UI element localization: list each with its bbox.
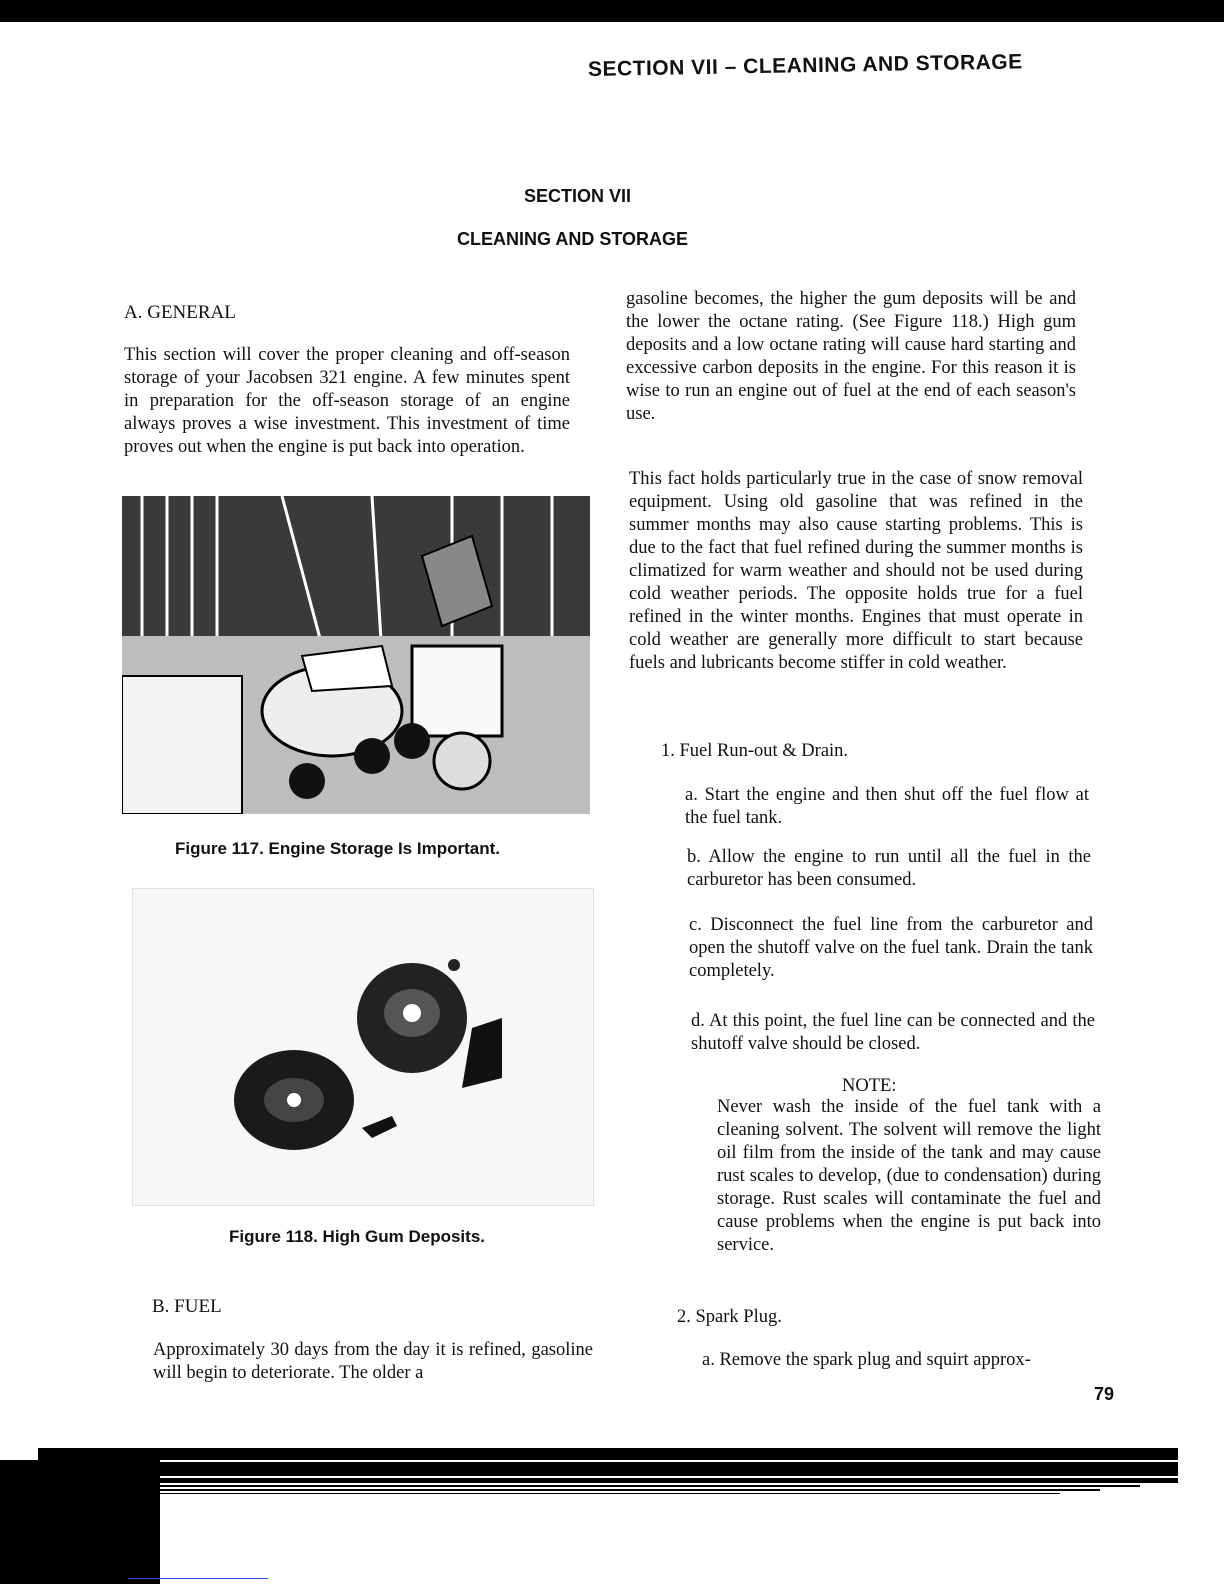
sub-item-1b: b. Allow the engine to run until all the fuel in the carburetor has been consumed. (687, 847, 1091, 890)
sub-item-1a: a. Start the engine and then shut off the fuel flow at the fuel tank. (685, 785, 1089, 828)
section-subtitle: CLEANING AND STORAGE (457, 229, 689, 249)
right-para-2 (629, 468, 1083, 675)
general-heading: A. GENERAL (124, 302, 236, 323)
right-para-1 (626, 288, 1076, 426)
list-item-spark-plug: 2. Spark Plug. (677, 1307, 782, 1327)
page-number: 79 (1094, 1384, 1115, 1404)
list-item-fuel-runout: 1. Fuel Run-out & Drain. (661, 741, 849, 761)
note-title: NOTE: (842, 1076, 897, 1096)
scan-bottom-lines (160, 1462, 1178, 1502)
sub-item-1d: d. At this point, the fuel line can be connected and the shutoff valve should be closed. (691, 1011, 1095, 1054)
fuel-text: Approximately 30 days from the day it is refined, gasoline will begin to deteriorate. The older a (153, 1340, 593, 1383)
scan-artifact-line (128, 1578, 268, 1579)
running-head: SECTION VII – CLEANING AND STORAGE (587, 50, 1023, 81)
section-title: SECTION VII (524, 186, 632, 206)
figure-118-caption: Figure 118. High Gum Deposits. (229, 1227, 485, 1246)
fuel-paragraph (153, 1339, 593, 1385)
scan-bottom-band (38, 1448, 1178, 1460)
right-para-1-text: gasoline becomes, the higher the gum deposits will be and the lower the octane rating. (See Figure 118.) High gum deposits and a low octane rating will cause hard starting and excessive carbon deposits in the engine. For this reason it is wise to run an engine out of fuel at the end of each season's use. (626, 289, 1076, 424)
general-text: This section will cover the proper cleaning and off-season storage of your Jacobsen 321 engine. A few minutes spent in preparation for the off-season storage of an engine always proves a wise investment. This investment of time proves out when the engine is put back into operation. (124, 345, 570, 457)
right-para-2-text: This fact holds particularly true in the case of snow removal equipment. Using old gasoline that was refined in the summer months may also cause starting problems. This is due to the fact that fuel refined during the summer months is climatized for warm weather and should not be used during cold weather periods. The opposite holds true for a fuel refined in the winter months. Engines that must operate in cold weather are generally more difficult to start because fuels and lubricants become stiffer in cold weather. (629, 469, 1083, 673)
figure-117-image (122, 496, 590, 814)
scan-top-border (0, 0, 1224, 22)
note-text: Never wash the inside of the fuel tank with a cleaning solvent. The solvent will remove the light oil film from the inside of the tank and may cause rust scales to develop, (due to condensation) during storage. Rust scales will contaminate the fuel and cause problems when the engine is put back into service. (717, 1097, 1101, 1255)
scan-bottom-left-block (0, 1460, 160, 1584)
sub-item-1c: c. Disconnect the fuel line from the carburetor and open the shutoff valve on the fuel tank. Drain the tank completely. (689, 915, 1093, 981)
figure-117-caption: Figure 117. Engine Storage Is Important. (175, 839, 500, 858)
fuel-heading: B. FUEL (152, 1296, 222, 1317)
figure-118-image (132, 888, 594, 1206)
sub-item-2a: a. Remove the spark plug and squirt approx- (702, 1350, 1031, 1370)
general-paragraph (124, 344, 570, 459)
